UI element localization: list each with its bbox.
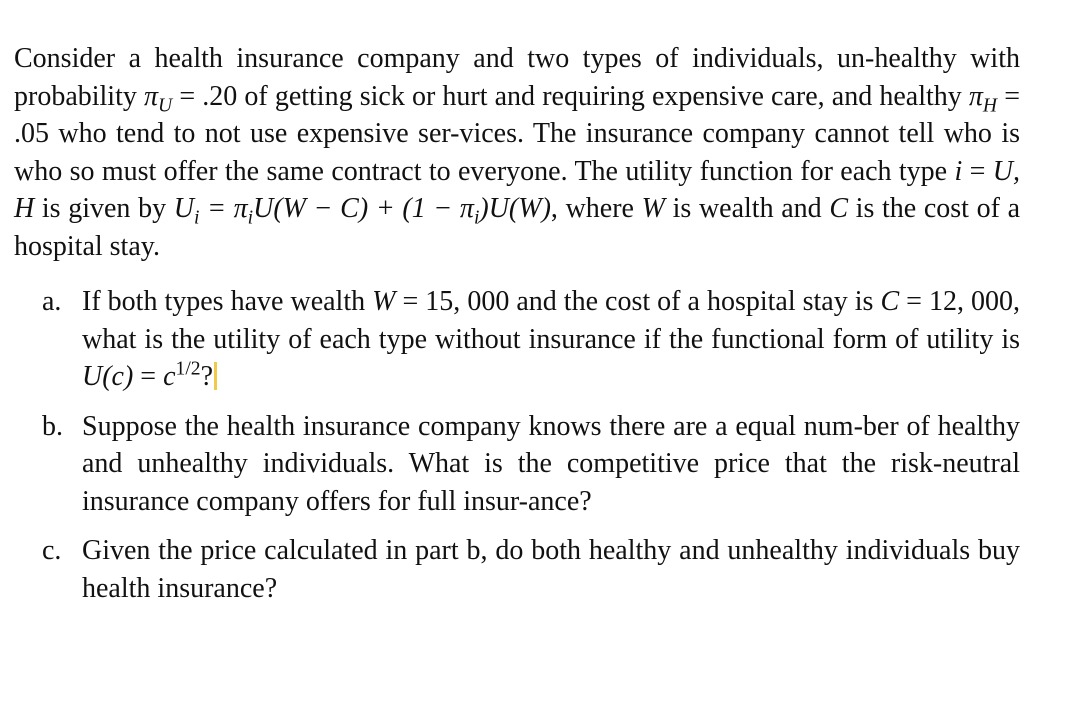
part-a-c-variable: c: [163, 361, 176, 392]
intro-text-1: Consider a health insurance company and two types of individuals, un-healthy with probability: [14, 43, 1020, 112]
cost-variable: C: [829, 193, 849, 224]
part-a-question-mark: ?: [200, 361, 214, 392]
part-a-text-4: =: [133, 361, 164, 392]
wealth-variable: W: [641, 193, 665, 224]
part-b-label: b.: [42, 410, 63, 442]
formula-tail-subscript: i: [473, 207, 480, 229]
part-a-text-2: = 15, 000 and the cost of a hospital stay is: [395, 286, 881, 317]
intro-text-3: = .05 who tend to not use expensive ser-vices. The insurance company cannot tell who is who so must offer the same contract to everyone. The utility function for each type: [14, 80, 1020, 187]
part-a-exponent: 1/2: [175, 358, 201, 380]
pi-u-letter: π: [144, 80, 159, 112]
intro-text-5: is given by: [34, 193, 174, 224]
part-b-text: Suppose the health insurance company knows there are a equal num-ber of healthy and unhealthy individuals. What is the competitive price that the risk-neutral insurance company offers for full insur-ance?: [82, 410, 1020, 517]
intro-text-7: is wealth and: [664, 193, 830, 224]
question-parts-list: [14, 283, 1020, 607]
part-c-text: Given the price calculated in part b, do both healthy and unhealthy individuals buy health insurance?: [82, 535, 1020, 604]
question-part-b: [14, 408, 1020, 521]
part-a-wealth-variable: W: [372, 286, 396, 317]
part-a-text-1: If both types have wealth: [82, 286, 373, 317]
part-a-cost-variable: C: [880, 286, 900, 317]
type-set: U, H: [14, 155, 1020, 224]
text-cursor: [214, 362, 217, 390]
pi-h-letter: π: [968, 80, 983, 112]
pi-u-subscript: U: [158, 95, 173, 117]
question-part-a: [14, 283, 1020, 396]
utility-formula: [173, 193, 551, 229]
type-index-variable: i: [954, 155, 963, 187]
formula-u: U: [173, 193, 194, 224]
intro-text-8: is the cost of a hospital stay.: [14, 193, 1021, 262]
part-c-label: c.: [42, 535, 62, 566]
intro-paragraph: [14, 40, 1020, 265]
pi-u-symbol: [144, 80, 173, 117]
part-a-text-3: = 12, 000, what is the utility of each type without insurance if the functional form of utility is: [82, 286, 1020, 355]
intro-text-2: = .20 of getting sick or hurt and requiring expensive care, and healthy: [172, 80, 969, 112]
problem-document: [14, 40, 1020, 619]
pi-h-symbol: [968, 80, 998, 117]
formula-rest: = π: [199, 193, 248, 224]
intro-text-6: , where: [550, 193, 642, 224]
intro-text-4: =: [962, 155, 993, 187]
question-part-c: [14, 532, 1020, 607]
part-a-label: a.: [42, 286, 62, 317]
formula-u-subscript: i: [193, 207, 200, 229]
part-a-utility-function: U(c): [82, 361, 134, 392]
formula-rest-subscript: i: [247, 207, 254, 229]
formula-tail: U(W − C) + (1 − π: [253, 193, 474, 224]
pi-h-subscript: H: [982, 95, 998, 117]
formula-end: )U(W): [479, 193, 551, 224]
